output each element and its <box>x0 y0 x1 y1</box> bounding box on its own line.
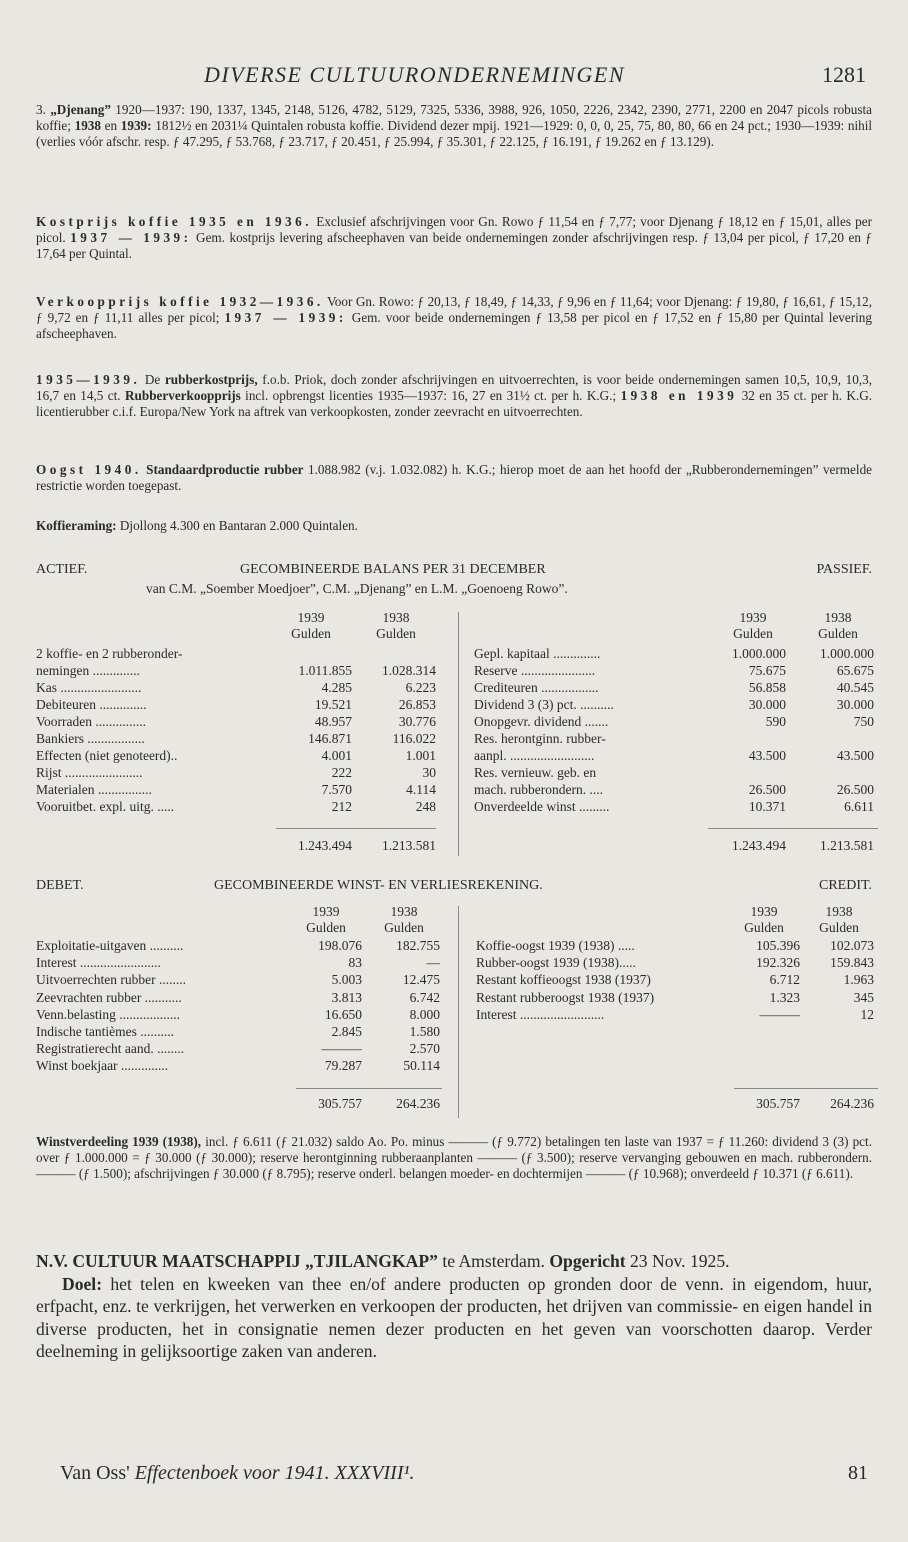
debet-col-1938: 1938 Gulden <box>384 904 424 935</box>
passief-row-value-1939: 10.371 <box>748 799 786 814</box>
passief-row-value-1938: 30.000 <box>836 697 874 712</box>
actief-row-label: Bankiers ................. <box>36 731 145 746</box>
actief-row-label: Kas ........................ <box>36 680 142 695</box>
passief-total-1938: 1.213.581 <box>820 838 874 853</box>
debet-row-label: Winst boekjaar .............. <box>36 1058 169 1074</box>
debet-row-value-1939: ——— <box>321 1041 362 1057</box>
credit-row-label: Koffie-oogst 1939 (1938) ..... <box>476 938 635 953</box>
passief-row-value-1938: 1.000.000 <box>820 646 874 661</box>
actief-row-value-1938: 4.114 <box>406 782 436 797</box>
debet-row-value-1939: 5.003 <box>331 972 362 988</box>
credit-heading: CREDIT. <box>818 878 872 893</box>
passief-row-value-1938: 6.611 <box>844 799 874 814</box>
passief-row-label: Onverdeelde winst ......... <box>474 799 610 814</box>
actief-row-label: nemingen .............. <box>36 663 140 678</box>
company-heading: N.V. CULTUUR MAATSCHAPPIJ „TJILANGKAP” <box>36 1251 438 1271</box>
debet-total-1938: 264.236 <box>396 1096 440 1111</box>
actief-heading: ACTIEF. <box>36 562 88 577</box>
credit-row-value-1938: 102.073 <box>830 938 874 953</box>
debet-row-value-1938: 1.580 <box>409 1024 440 1039</box>
debet-row-value-1938: 12.475 <box>402 972 440 988</box>
actief-total-1938: 1.213.581 <box>382 838 436 853</box>
passief-row-label: mach. rubberondern. .... <box>474 782 603 797</box>
actief-row-value-1939: 1.011.855 <box>298 663 352 678</box>
actief-row-value-1938: 30 <box>422 765 436 780</box>
actief-row-value-1938: 1.028.314 <box>382 663 436 678</box>
section-tjilangkap: N.V. CULTUUR MAATSCHAPPIJ „TJILANGKAP” te Amsterdam. Opgericht 23 Nov. 1925. Doel: het telen en kweeken van thee en/of andere producten op gronden door de venn. in eigendom, huur, erfpacht, enz. te verkrijgen, het verwerken en verkoopen der producten, het drijven van commissie- en eigen handel in diverse producten, het in consignatie nemen dezer producten en het geven van voorschotten daarop. Verder deelneming in gelijksoortige zaken van anderen. <box>36 1251 872 1361</box>
debet-row-value-1939: 83 <box>348 955 362 971</box>
credit-total-1938: 264.236 <box>830 1096 874 1111</box>
passief-col-1938: 1938 Gulden <box>818 610 858 641</box>
debet-row-value-1938: — <box>426 955 440 971</box>
credit-row-value-1939: 105.396 <box>756 938 800 953</box>
debet-row-label: Exploitatie-uitgaven .......... <box>36 938 184 953</box>
debet-row-value-1939: 79.287 <box>324 1058 362 1074</box>
credit-row-value-1939: 192.326 <box>756 955 800 971</box>
credit-row-label: Rubber-oogst 1939 (1938)..... <box>476 955 636 971</box>
passief-row-label: Onopgevr. dividend ....... <box>474 714 609 729</box>
debet-row-value-1938: 2.570 <box>409 1041 440 1057</box>
passief-row-label: Reserve ...................... <box>474 663 596 678</box>
debet-row-value-1938: 6.742 <box>409 989 440 1005</box>
winst-divider <box>458 906 459 1118</box>
debet-row-label: Venn.belasting .................. <box>36 1006 180 1022</box>
actief-row-value-1939: 222 <box>331 765 352 780</box>
credit-row-label: Restant rubberoogst 1938 (1937) <box>476 989 655 1005</box>
passief-total-1939: 1.243.494 <box>732 838 786 853</box>
actief-row-label: Voorraden ............... <box>36 714 146 729</box>
passief-row-label: Res. vernieuw. geb. en <box>474 765 597 780</box>
actief-row-value-1938: 116.022 <box>392 731 436 746</box>
passief-row-label: Crediteuren ................. <box>474 680 599 695</box>
footer-page-number: 81 <box>848 1462 868 1484</box>
credit-total-1939: 305.757 <box>756 1096 800 1111</box>
passief-row-value-1939: 26.500 <box>748 782 786 797</box>
paragraph-koffieraming: Koffieraming: Djollong 4.300 en Bantaran 2.000 Quintalen. <box>36 518 358 533</box>
paragraph-kostprijs: Kostprijs koffie 1935 en 1936. Exclusief afschrijvingen voor Gn. Rowo ƒ 11,54 en ƒ 7,77; voor Djenang ƒ 18,12 en ƒ 15,01, alles per picol. 1937 — 1939: Gem. kostprijs levering afscheephaven van beide ondernemingen zonder afschrijvingen resp. ƒ 13,04 per picol, ƒ 17,20 en ƒ 17,64 per Quintal. <box>36 214 873 262</box>
credit-row-value-1939: 1.323 <box>769 989 800 1005</box>
passief-col-1939: 1939 Gulden <box>733 610 773 641</box>
footer-publisher: Van Oss' <box>60 1462 130 1484</box>
debet-total-rule <box>296 1088 442 1089</box>
actief-row-value-1939: 146.871 <box>308 731 352 746</box>
credit-total-rule <box>734 1088 878 1089</box>
footer-title: Effectenboek voor 1941. XXXVIII¹. <box>134 1462 415 1484</box>
actief-row-value-1938: 26.853 <box>398 697 436 712</box>
paragraph-oogst: Oogst 1940. Standaardproductie rubber 1.088.982 (v.j. 1.032.082) h. K.G.; hierop moet de aan het hoofd der „Rubberondernemingen” vermelde restrictie worden toegepast. <box>36 462 873 494</box>
debet-row-label: Registratierecht aand. ........ <box>36 1041 185 1057</box>
credit-row-value-1939: ——— <box>759 1006 800 1022</box>
actief-col-1938: 1938 Gulden <box>376 610 416 641</box>
debet-row-value-1938: 8.000 <box>409 1006 440 1022</box>
running-header <box>36 62 872 86</box>
passief-row-label: Dividend 3 (3) pct. .......... <box>474 697 614 712</box>
credit-row-value-1938: 159.843 <box>830 955 874 971</box>
credit-row-label: Interest ......................... <box>476 1006 605 1022</box>
passief-row-value-1938: 40.545 <box>836 680 874 695</box>
debet-row-value-1939: 2.845 <box>331 1024 362 1039</box>
debet-col-1939: 1939 Gulden <box>306 904 346 935</box>
debet-row-label: Uitvoerrechten rubber ........ <box>36 972 186 988</box>
debet-row-label: Zeevrachten rubber ........... <box>36 989 182 1005</box>
actief-row-value-1938: 30.776 <box>398 714 436 729</box>
actief-row-label: Materialen ................ <box>36 782 152 797</box>
credit-row-value-1938: 345 <box>853 989 874 1005</box>
actief-total-rule <box>276 828 436 829</box>
actief-row-value-1939: 48.957 <box>314 714 352 729</box>
passief-row-value-1939: 30.000 <box>748 697 786 712</box>
passief-total-rule <box>708 828 878 829</box>
passief-row-value-1939: 590 <box>765 714 786 729</box>
credit-row-label: Restant koffieoogst 1938 (1937) <box>476 972 651 988</box>
actief-row-value-1939: 7.570 <box>321 782 352 797</box>
passief-row-value-1938: 65.675 <box>836 663 874 678</box>
paragraph-verkoopprijs: Verkoopprijs koffie 1932—1936. Voor Gn. Rowo: ƒ 20,13, ƒ 18,49, ƒ 14,33, ƒ 9,96 en ƒ 11,64; voor Djenang: ƒ 19,80, ƒ 16,61, ƒ 15,12, ƒ 9,72 en ƒ 11,11 alles per picol; 1937 — 1939: Gem. voor beide ondernemingen ƒ 13,58 per picol en ƒ 17,52 en ƒ 15,80 per Quintal levering afscheephaven. <box>36 294 872 342</box>
actief-row-value-1938: 248 <box>415 799 436 814</box>
actief-row-value-1939: 4.001 <box>321 748 352 763</box>
paragraph-rubber-prices: 1935—1939. De rubberkostprijs, f.o.b. Priok, doch zonder afschrijvingen en uitvoerrechten, is voor beide ondernemingen samen 10,5, 10,9, 10,3, 16,7 en 14,5 ct. Rubberverkoopprijs incl. opbrengst licenties 1935—1937: 16, 27 en 31½ ct. per h. K.G.; 1938 en 1939 32 en 35 ct. per h. K.G. licentierubber c.i.f. Europa/New York na aftrek van verkoopkosten, zonder zeevracht en uitvoerrechten. <box>36 372 873 420</box>
actief-total-1939: 1.243.494 <box>298 838 352 853</box>
actief-row-value-1939: 212 <box>331 799 352 814</box>
actief-row-label: Rijst ....................... <box>36 765 143 780</box>
debet-row-value-1939: 16.650 <box>324 1006 362 1022</box>
passief-row-value-1939: 75.675 <box>748 663 786 678</box>
actief-row-value-1939: 4.285 <box>321 680 352 695</box>
actief-row-label: Effecten (niet genoteerd).. <box>36 748 178 763</box>
paragraph-winstverdeeling: Winstverdeeling 1939 (1938), incl. ƒ 6.611 (ƒ 21.032) saldo Ao. Po. minus ——— (ƒ 9.772) betalingen ten laste van 1937 = ƒ 11.260: dividend 3 (3) pct. over ƒ 1.000.000 = ƒ 30.000 (ƒ 30.000); reserve herontginning rubberaanplanten ——— (ƒ 3.500); reserve vervanging gebouwen en mach. rubberondern. ——— (ƒ 1.500); afschrijvingen ƒ 30.000 (ƒ 8.795); reserve onderl. belangen moeder- en dochtermijen ——— (ƒ 10.968); onverdeeld ƒ 10.371 (ƒ 6.611). <box>36 1134 872 1182</box>
credit-row-value-1939: 6.712 <box>769 972 800 988</box>
passief-row-value-1939: 1.000.000 <box>732 646 786 661</box>
header-title: DIVERSE CULTUURONDERNEMINGEN <box>204 62 626 87</box>
debet-heading: DEBET. <box>36 878 84 893</box>
debet-row-value-1938: 182.755 <box>396 938 440 953</box>
credit-col-1939: 1939 Gulden <box>744 904 784 935</box>
company-name: „Djenang” <box>50 102 111 117</box>
debet-row-value-1939: 3.813 <box>331 989 362 1005</box>
debet-row-label: Interest ........................ <box>36 955 161 971</box>
winst-title: GECOMBINEERDE WINST- EN VERLIESREKENING. <box>214 878 543 893</box>
debet-row-value-1939: 198.076 <box>318 938 362 953</box>
passief-row-value-1939: 56.858 <box>748 680 786 695</box>
passief-row-label: aanpl. ......................... <box>474 748 595 763</box>
credit-row-value-1938: 1.963 <box>843 972 874 988</box>
actief-row-value-1938: 6.223 <box>405 680 436 695</box>
balance-divider <box>458 612 459 856</box>
passief-row-value-1939: 43.500 <box>748 748 786 763</box>
passief-row-value-1938: 750 <box>853 714 874 729</box>
actief-row-value-1938: 1.001 <box>405 748 436 763</box>
debet-total-1939: 305.757 <box>318 1096 362 1111</box>
actief-row-value-1939: 19.521 <box>314 697 352 712</box>
passief-row-label: Gepl. kapitaal .............. <box>474 646 601 661</box>
credit-row-value-1938: 12 <box>860 1006 874 1022</box>
passief-row-value-1938: 26.500 <box>836 782 874 797</box>
header-page-number: 1281 <box>822 62 866 87</box>
actief-row-label: Debiteuren .............. <box>36 697 147 712</box>
debet-row-label: Indische tantièmes .......... <box>36 1024 174 1039</box>
passief-heading: PASSIEF. <box>816 562 872 577</box>
balance-subtitle: van C.M. „Soember Moedjoer”, C.M. „Djenang” en L.M. „Goenoeng Rowo”. <box>146 581 568 596</box>
passief-row-value-1938: 43.500 <box>836 748 874 763</box>
passief-row-label: Res. herontginn. rubber- <box>474 731 606 746</box>
actief-row-label: 2 koffie- en 2 rubberonder- <box>36 646 183 661</box>
actief-row-label: Vooruitbet. expl. uitg. ..... <box>36 799 175 814</box>
actief-col-1939: 1939 Gulden <box>291 610 331 641</box>
balance-title: GECOMBINEERDE BALANS PER 31 DECEMBER <box>240 562 546 577</box>
credit-col-1938: 1938 Gulden <box>819 904 859 935</box>
debet-row-value-1938: 50.114 <box>403 1058 440 1074</box>
paragraph-djenang: 3. „Djenang” 1920—1937: 190, 1337, 1345, 2148, 5126, 4782, 5129, 7325, 5336, 3988, 926, 1050, 2226, 2342, 2390, 2771, 2200 en 2047 picols robusta koffie; 1938 en 1939: 1812½ en 2031¼ Quintalen robusta koffie. Dividend dezer mpij. 1921—1929: 0, 0, 0, 25, 75, 80, 80, 66 en 24 pct.; 1930—1939: nihil (verlies vóór afschr. resp. ƒ 47.295, ƒ 53.768, ƒ 23.717, ƒ 20.451, ƒ 25.994, ƒ 35.301, ƒ 22.125, ƒ 16.191, ƒ 19.262 en ƒ 13.129). <box>36 102 873 150</box>
